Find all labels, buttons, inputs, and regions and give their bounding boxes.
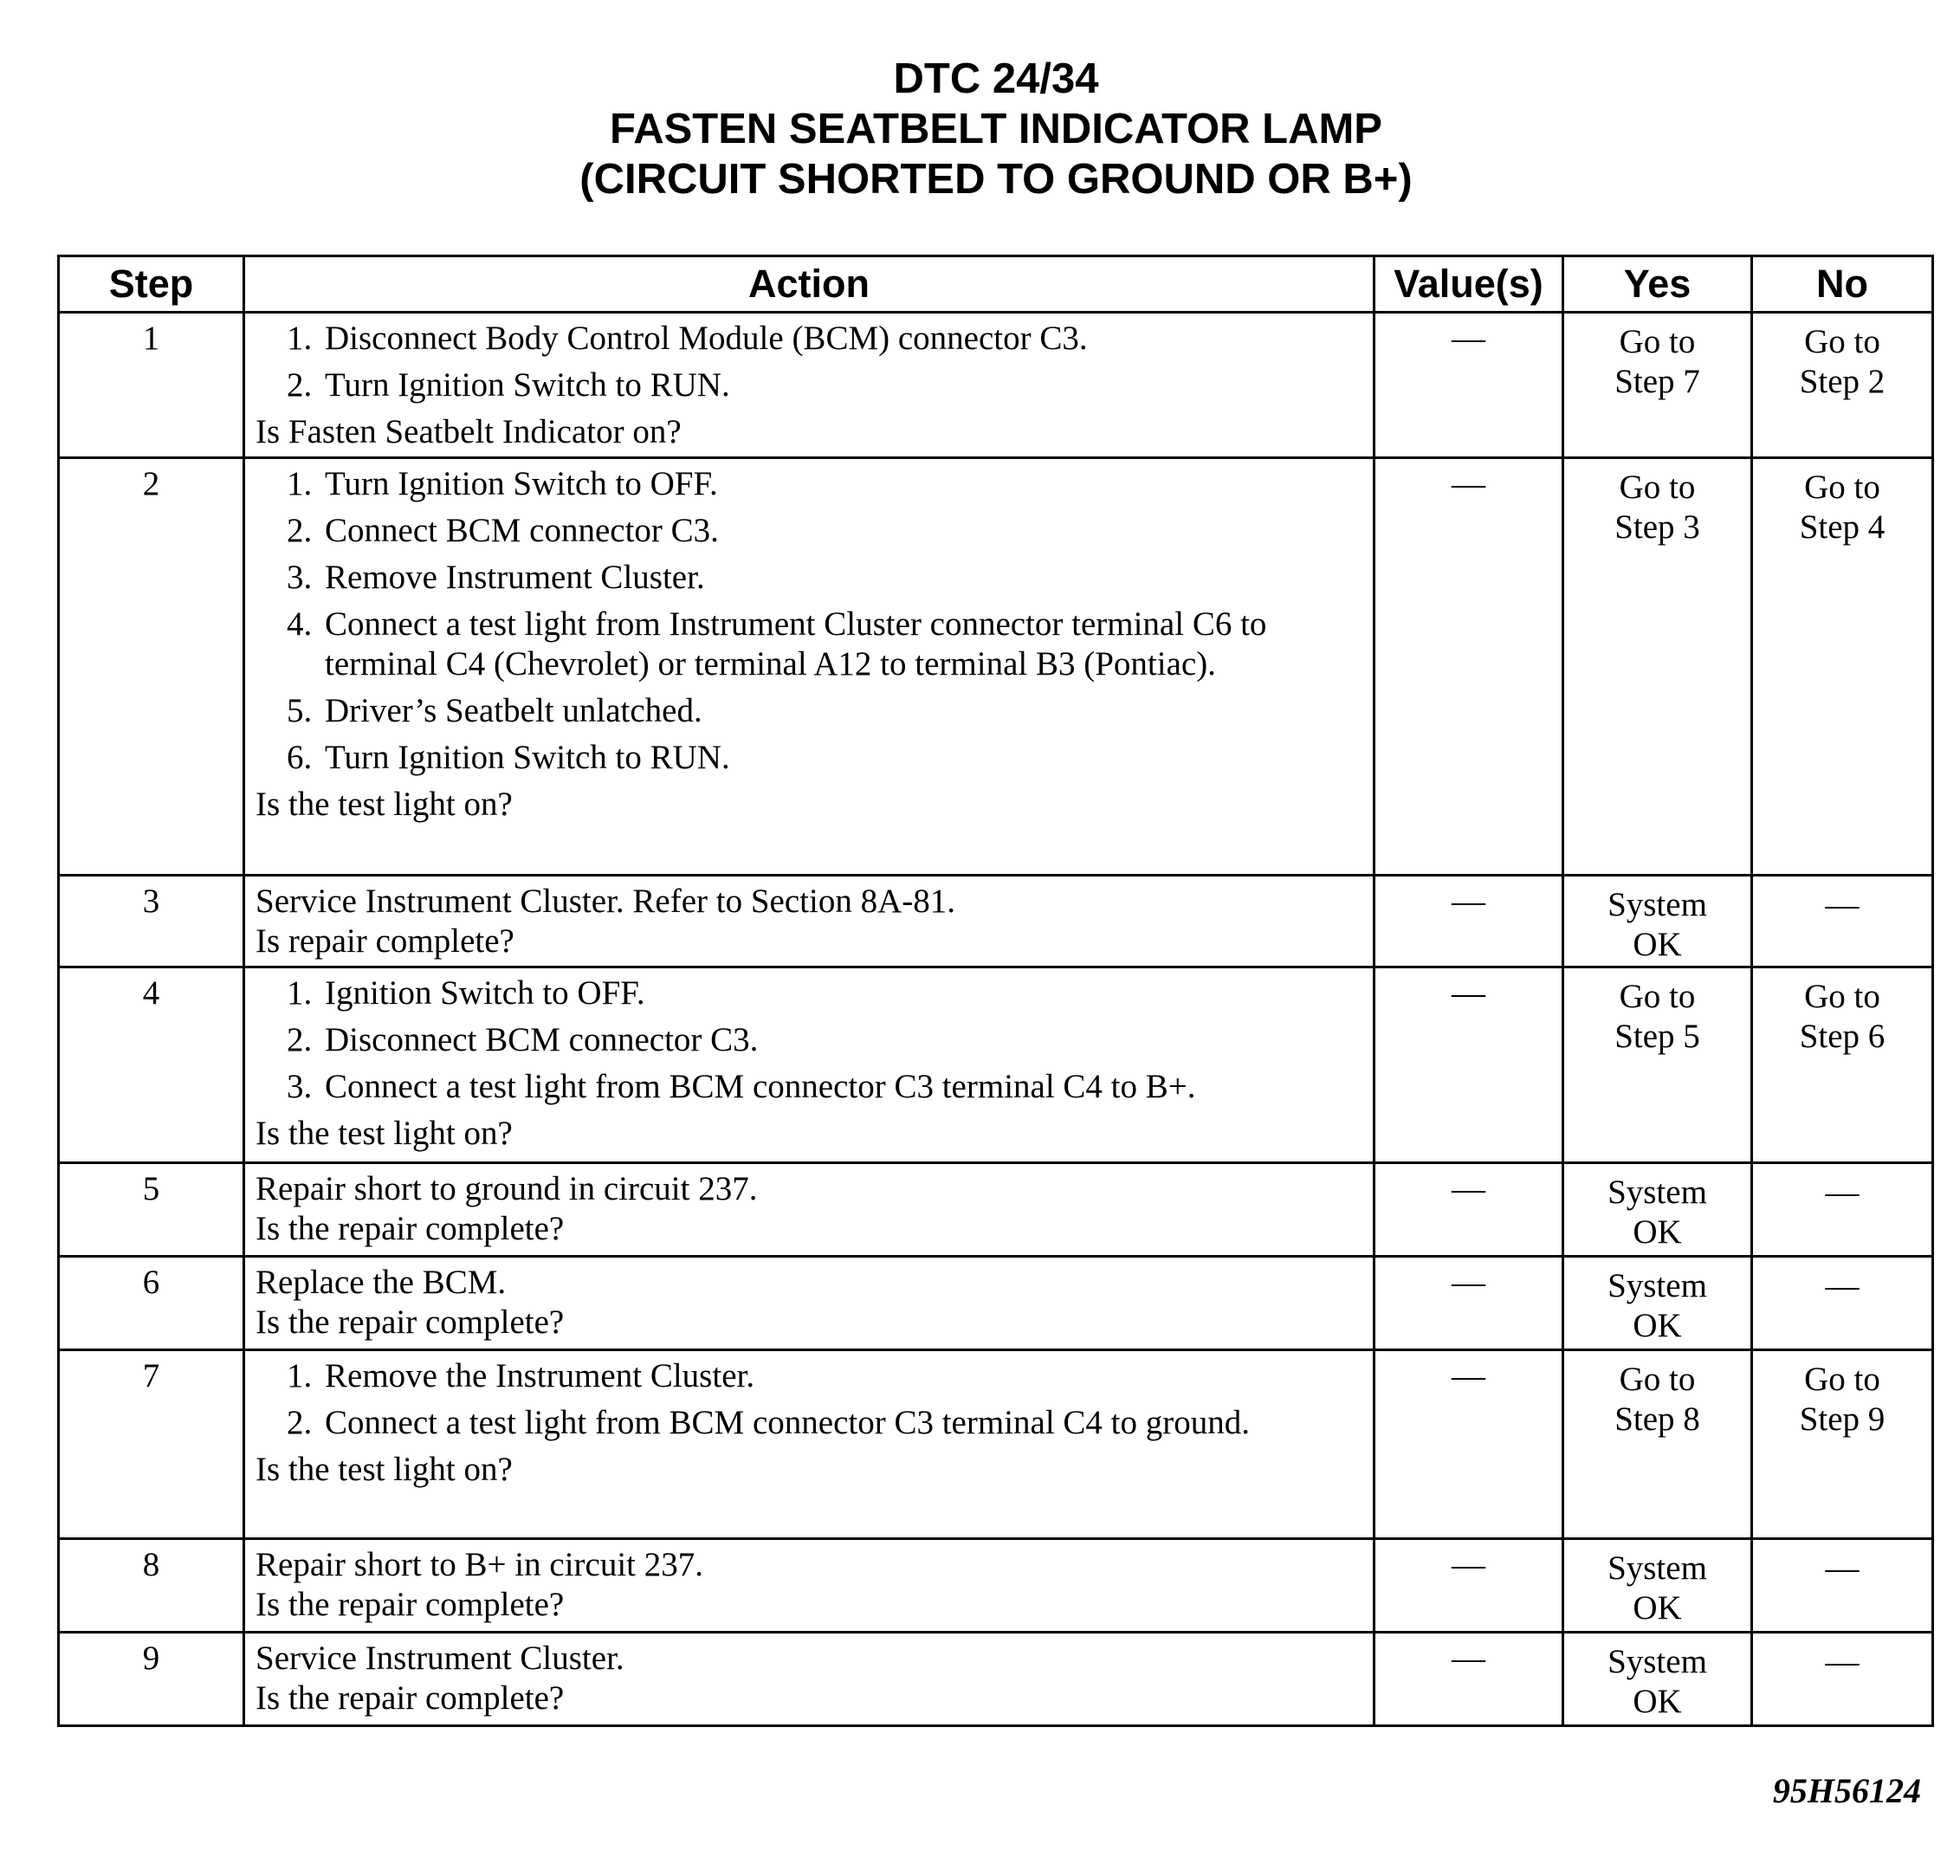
action-cell bbox=[244, 1350, 1375, 1539]
action-item-number: 2. bbox=[287, 1021, 313, 1058]
action-question: Is the repair complete? bbox=[256, 1679, 565, 1717]
no-outcome-line: Go to bbox=[1804, 1361, 1880, 1398]
table-row bbox=[59, 1350, 1933, 1539]
diagnostic-table bbox=[57, 255, 1934, 1727]
value-cell: — bbox=[1375, 967, 1563, 1163]
no-outcome-line: Go to bbox=[1804, 323, 1880, 360]
action-item bbox=[256, 974, 1364, 1013]
action-list bbox=[256, 974, 1364, 1107]
action-cell bbox=[244, 876, 1375, 967]
value-cell: — bbox=[1375, 1257, 1563, 1350]
yes-cell bbox=[1563, 458, 1752, 876]
yes-outcome-line: System bbox=[1607, 1549, 1707, 1587]
action-item bbox=[256, 464, 1364, 504]
no-cell bbox=[1752, 1539, 1933, 1633]
yes-outcome-line: System bbox=[1607, 1174, 1707, 1211]
yes-outcome-line: System bbox=[1607, 1267, 1707, 1304]
yes-cell bbox=[1563, 1163, 1752, 1257]
no-outcome-line: — bbox=[1825, 1267, 1860, 1304]
step-number: 5 bbox=[59, 1163, 244, 1257]
yes-cell bbox=[1563, 1350, 1752, 1539]
action-item bbox=[256, 1356, 1364, 1396]
table-row bbox=[59, 1633, 1933, 1726]
value-cell: — bbox=[1375, 1163, 1563, 1257]
title-line-lamp: FASTEN SEATBELT INDICATOR LAMP bbox=[610, 106, 1382, 152]
action-item-text: Connect a test light from BCM connector C3 terminal C4 to ground. bbox=[325, 1404, 1251, 1441]
action-item bbox=[256, 511, 1364, 551]
no-cell bbox=[1752, 1350, 1933, 1539]
action-question: Is the repair complete? bbox=[256, 1210, 565, 1247]
step-number: 1 bbox=[59, 313, 244, 458]
value-cell: — bbox=[1375, 1633, 1563, 1726]
table-row bbox=[59, 458, 1933, 876]
action-text: Service Instrument Cluster. bbox=[256, 1640, 624, 1677]
action-text: Repair short to B+ in circuit 237. bbox=[256, 1546, 703, 1583]
yes-outcome-line: Go to bbox=[1619, 323, 1696, 360]
action-list bbox=[256, 1356, 1364, 1443]
table-header-row bbox=[59, 256, 1933, 313]
yes-cell bbox=[1563, 1633, 1752, 1726]
action-item-number: 6. bbox=[287, 739, 313, 776]
no-outcome-line: Step 4 bbox=[1799, 508, 1886, 546]
action-item-text: Remove Instrument Cluster. bbox=[325, 559, 705, 596]
action-item-number: 2. bbox=[287, 512, 313, 549]
yes-outcome-line: OK bbox=[1633, 1307, 1682, 1344]
yes-outcome-line: OK bbox=[1633, 1213, 1682, 1251]
action-item-text: Ignition Switch to OFF. bbox=[325, 974, 645, 1012]
yes-cell bbox=[1563, 1539, 1752, 1633]
table-row bbox=[59, 1539, 1933, 1633]
header-no: No bbox=[1752, 256, 1933, 313]
table-row bbox=[59, 1257, 1933, 1350]
action-cell bbox=[244, 1539, 1375, 1633]
action-cell bbox=[244, 1163, 1375, 1257]
yes-outcome-line: Step 7 bbox=[1614, 363, 1700, 400]
table-row bbox=[59, 1163, 1933, 1257]
yes-outcome-line: Go to bbox=[1619, 978, 1696, 1015]
yes-cell bbox=[1563, 313, 1752, 458]
value-cell: — bbox=[1375, 876, 1563, 967]
action-item-number: 1. bbox=[287, 1357, 313, 1394]
table-row bbox=[59, 876, 1933, 967]
action-item bbox=[256, 365, 1364, 405]
no-outcome-line: Go to bbox=[1804, 469, 1880, 506]
yes-outcome-line: Go to bbox=[1619, 469, 1696, 506]
action-item-number: 2. bbox=[287, 1404, 313, 1441]
value-cell: — bbox=[1375, 313, 1563, 458]
action-cell bbox=[244, 1257, 1375, 1350]
yes-outcome-line: OK bbox=[1633, 1683, 1682, 1720]
action-item-text: Driver’s Seatbelt unlatched. bbox=[325, 692, 702, 729]
step-number: 2 bbox=[59, 458, 244, 876]
yes-cell bbox=[1563, 967, 1752, 1163]
no-cell bbox=[1752, 313, 1933, 458]
yes-cell bbox=[1563, 1257, 1752, 1350]
yes-cell bbox=[1563, 876, 1752, 967]
action-item-text: Connect a test light from Instrument Cluster connector terminal C6 to terminal C4 (Chevrolet) or terminal A12 to terminal B3 (Pontiac). bbox=[325, 605, 1267, 682]
no-cell bbox=[1752, 1257, 1933, 1350]
action-item-text: Disconnect Body Control Module (BCM) connector C3. bbox=[325, 320, 1088, 357]
action-question: Is the repair complete? bbox=[256, 1586, 565, 1623]
no-cell bbox=[1752, 967, 1933, 1163]
action-item-text: Turn Ignition Switch to RUN. bbox=[325, 739, 730, 776]
action-question: Is the test light on? bbox=[256, 1451, 513, 1488]
no-outcome-line: Go to bbox=[1804, 978, 1880, 1015]
action-list bbox=[256, 464, 1364, 778]
no-outcome-line: Step 9 bbox=[1799, 1401, 1886, 1438]
action-cell bbox=[244, 967, 1375, 1163]
action-text: Repair short to ground in circuit 237. bbox=[256, 1170, 758, 1207]
action-question: Is the repair complete? bbox=[256, 1303, 565, 1341]
action-item bbox=[256, 1403, 1364, 1443]
step-number: 8 bbox=[59, 1539, 244, 1633]
action-item bbox=[256, 691, 1364, 731]
yes-outcome-line: Step 3 bbox=[1614, 508, 1700, 546]
action-item bbox=[256, 738, 1364, 778]
action-cell bbox=[244, 458, 1375, 876]
action-question: Is the test light on? bbox=[256, 786, 513, 823]
yes-outcome-line: System bbox=[1607, 886, 1707, 923]
yes-outcome-line: Step 8 bbox=[1614, 1401, 1700, 1438]
action-item bbox=[256, 319, 1364, 359]
action-item-text: Turn Ignition Switch to RUN. bbox=[325, 366, 730, 404]
header-action: Action bbox=[244, 256, 1375, 313]
action-item-text: Connect BCM connector C3. bbox=[325, 512, 719, 549]
no-cell bbox=[1752, 458, 1933, 876]
table-body bbox=[59, 313, 1933, 1726]
table-row bbox=[59, 313, 1933, 458]
no-outcome-line: Step 6 bbox=[1799, 1018, 1886, 1055]
step-number: 4 bbox=[59, 967, 244, 1163]
no-outcome-line: — bbox=[1825, 1174, 1860, 1211]
action-text: Replace the BCM. bbox=[256, 1264, 507, 1301]
action-item-number: 4. bbox=[287, 605, 313, 643]
action-item-number: 3. bbox=[287, 559, 313, 596]
action-item bbox=[256, 605, 1364, 684]
step-number: 7 bbox=[59, 1350, 244, 1539]
action-question: Is the test light on? bbox=[256, 1115, 513, 1152]
header-step: Step bbox=[59, 256, 244, 313]
action-item bbox=[256, 558, 1364, 598]
action-item-number: 2. bbox=[287, 366, 313, 404]
action-item-number: 1. bbox=[287, 320, 313, 357]
action-item-text: Connect a test light from BCM connector C3 terminal C4 to B+. bbox=[325, 1068, 1196, 1105]
action-list bbox=[256, 319, 1364, 405]
value-cell: — bbox=[1375, 1539, 1563, 1633]
value-cell: — bbox=[1375, 1350, 1563, 1539]
action-item-number: 5. bbox=[287, 692, 313, 729]
step-number: 9 bbox=[59, 1633, 244, 1726]
action-cell bbox=[244, 313, 1375, 458]
action-cell bbox=[244, 1633, 1375, 1726]
title-line-dtc: DTC 24/34 bbox=[893, 55, 1099, 102]
table-row bbox=[59, 967, 1933, 1163]
yes-outcome-line: Step 5 bbox=[1614, 1018, 1700, 1055]
step-number: 6 bbox=[59, 1257, 244, 1350]
action-item-text: Turn Ignition Switch to OFF. bbox=[325, 465, 718, 502]
action-question: Is repair complete? bbox=[256, 922, 514, 960]
action-item bbox=[256, 1067, 1364, 1107]
action-item-text: Disconnect BCM connector C3. bbox=[325, 1021, 759, 1058]
no-outcome-line: — bbox=[1825, 886, 1860, 923]
yes-outcome-line: OK bbox=[1633, 1589, 1682, 1627]
no-cell bbox=[1752, 876, 1933, 967]
action-item-text: Remove the Instrument Cluster. bbox=[325, 1357, 755, 1394]
action-question: Is Fasten Seatbelt Indicator on? bbox=[256, 413, 682, 450]
no-outcome-line: Step 2 bbox=[1799, 363, 1886, 400]
step-number: 3 bbox=[59, 876, 244, 967]
no-cell bbox=[1752, 1633, 1933, 1726]
document-title bbox=[0, 54, 1960, 204]
action-item-number: 3. bbox=[287, 1068, 313, 1105]
yes-outcome-line: System bbox=[1607, 1643, 1707, 1680]
value-cell: — bbox=[1375, 458, 1563, 876]
no-cell bbox=[1752, 1163, 1933, 1257]
title-line-circuit: (CIRCUIT SHORTED TO GROUND OR B+) bbox=[579, 156, 1413, 203]
yes-outcome-line: Go to bbox=[1619, 1361, 1696, 1398]
header-yes: Yes bbox=[1563, 256, 1752, 313]
action-item-number: 1. bbox=[287, 465, 313, 502]
yes-outcome-line: OK bbox=[1633, 926, 1682, 963]
no-outcome-line: — bbox=[1825, 1549, 1860, 1587]
action-item bbox=[256, 1020, 1364, 1060]
figure-id: 95H56124 bbox=[1772, 1771, 1921, 1810]
header-values: Value(s) bbox=[1375, 256, 1563, 313]
action-item-number: 1. bbox=[287, 974, 313, 1012]
no-outcome-line: — bbox=[1825, 1643, 1860, 1680]
action-text: Service Instrument Cluster. Refer to Section 8A-81. bbox=[256, 883, 955, 920]
